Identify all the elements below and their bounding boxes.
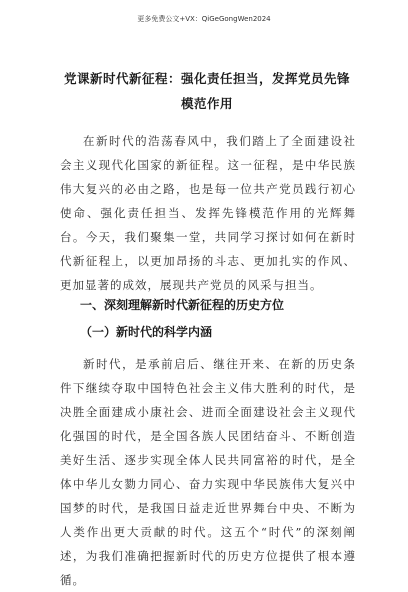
section-heading: 一、深刻理解新时代新征程的历史方位 — [80, 298, 285, 312]
intro-paragraph: 在新时代的浩荡春风中，我们踏上了全面建设社会主义现代化国家的新征程。这一征程，是中华民族伟大复兴的必由之路，也是每一位共产党员践行初心使命、强化责任担当、发挥先锋模范作用的光辉舞台。今天，我们聚集一堂，共同学习探讨如何在新时代新征程上，以更加昂扬的斗志、更加扎实的作风、更加显著的成效，展现共产党员的风采与担当。 — [60, 134, 356, 292]
document-title: 党课新时代新征程：强化责任担当，发挥党员先锋模范作用 — [63, 71, 350, 111]
header-note: 更多免费公文+VX：QiGeGongWen2024 — [137, 15, 271, 23]
subsection-heading: （一）新时代的科学内涵 — [80, 325, 213, 339]
body-paragraph: 新时代，是承前启后、继往开来、在新的历史条件下继续夺取中国特色社会主义伟大胜利的时代，是决胜全面建成小康社会、进而全面建设社会主义现代化强国的时代，是全国各族人民团结奋斗、不断创造美好生活、逐步实现全体人民共同富裕的时代，是全体中华儿女勠力同心、奋力实现中华民族伟大复兴中国梦的时代，是我国日益走近世界舞台中央、不断为人类作出更大贡献的时代。这五个“时代”的深刻阐述，为我们准确把握新时代的历史方位提供了根本遵循。 — [60, 357, 356, 587]
